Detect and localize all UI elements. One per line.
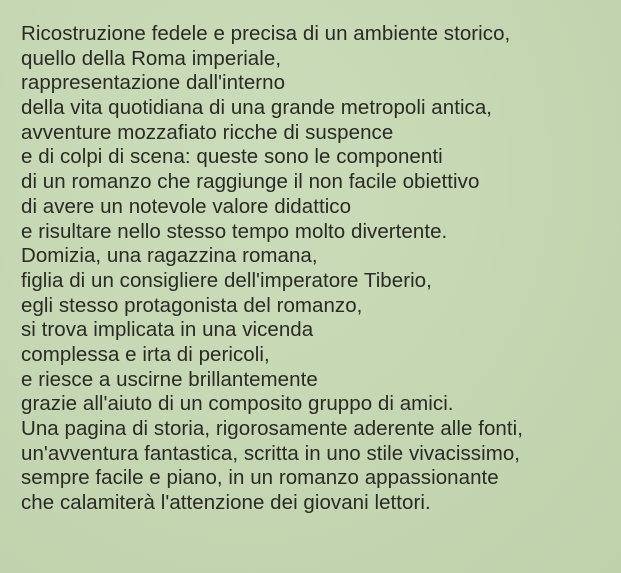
blurb-line: grazie all'aiuto di un composito gruppo di amici.: [21, 392, 454, 416]
blurb-line: complessa e irta di pericoli,: [21, 342, 270, 366]
blurb-line: Ricostruzione fedele e precisa di un ambiente storico,: [21, 22, 511, 45]
blurb-text: [21, 22, 611, 516]
blurb-line: quello della Roma imperiale,: [21, 46, 282, 70]
blurb-line: e di colpi di scena: queste sono le componenti: [21, 145, 443, 169]
blurb-line: sempre facile e piano, in un romanzo appassionante: [21, 466, 499, 490]
blurb-line: Domizia, una ragazzina romana,: [21, 244, 318, 268]
blurb-line: si trova implicata in una vicenda: [21, 318, 314, 342]
blurb-line: di avere un notevole valore didattico: [21, 194, 352, 218]
blurb-line: che calamiterà l'attenzione dei giovani lettori.: [21, 491, 431, 515]
blurb-line: e riesce a uscirne brillantemente: [21, 367, 318, 391]
blurb-line: figlia di un consigliere dell'imperatore Tiberio,: [21, 268, 432, 292]
blurb-line: Una pagina di storia, rigorosamente aderente alle fonti,: [21, 417, 523, 440]
blurb-line: e risultare nello stesso tempo molto divertente.: [21, 219, 448, 243]
blurb-line: della vita quotidiana di una grande metropoli antica,: [21, 96, 493, 120]
blurb-line: di un romanzo che raggiunge il non facile obiettivo: [21, 170, 480, 194]
blurb-line: avventure mozzafiato ricche di suspence: [21, 120, 394, 144]
blurb-line: rappresentazione dall'interno: [21, 71, 286, 95]
blurb-line: egli stesso protagonista del romanzo,: [21, 293, 363, 317]
blurb-line: un'avventura fantastica, scritta in uno stile vivacissimo,: [21, 441, 521, 465]
